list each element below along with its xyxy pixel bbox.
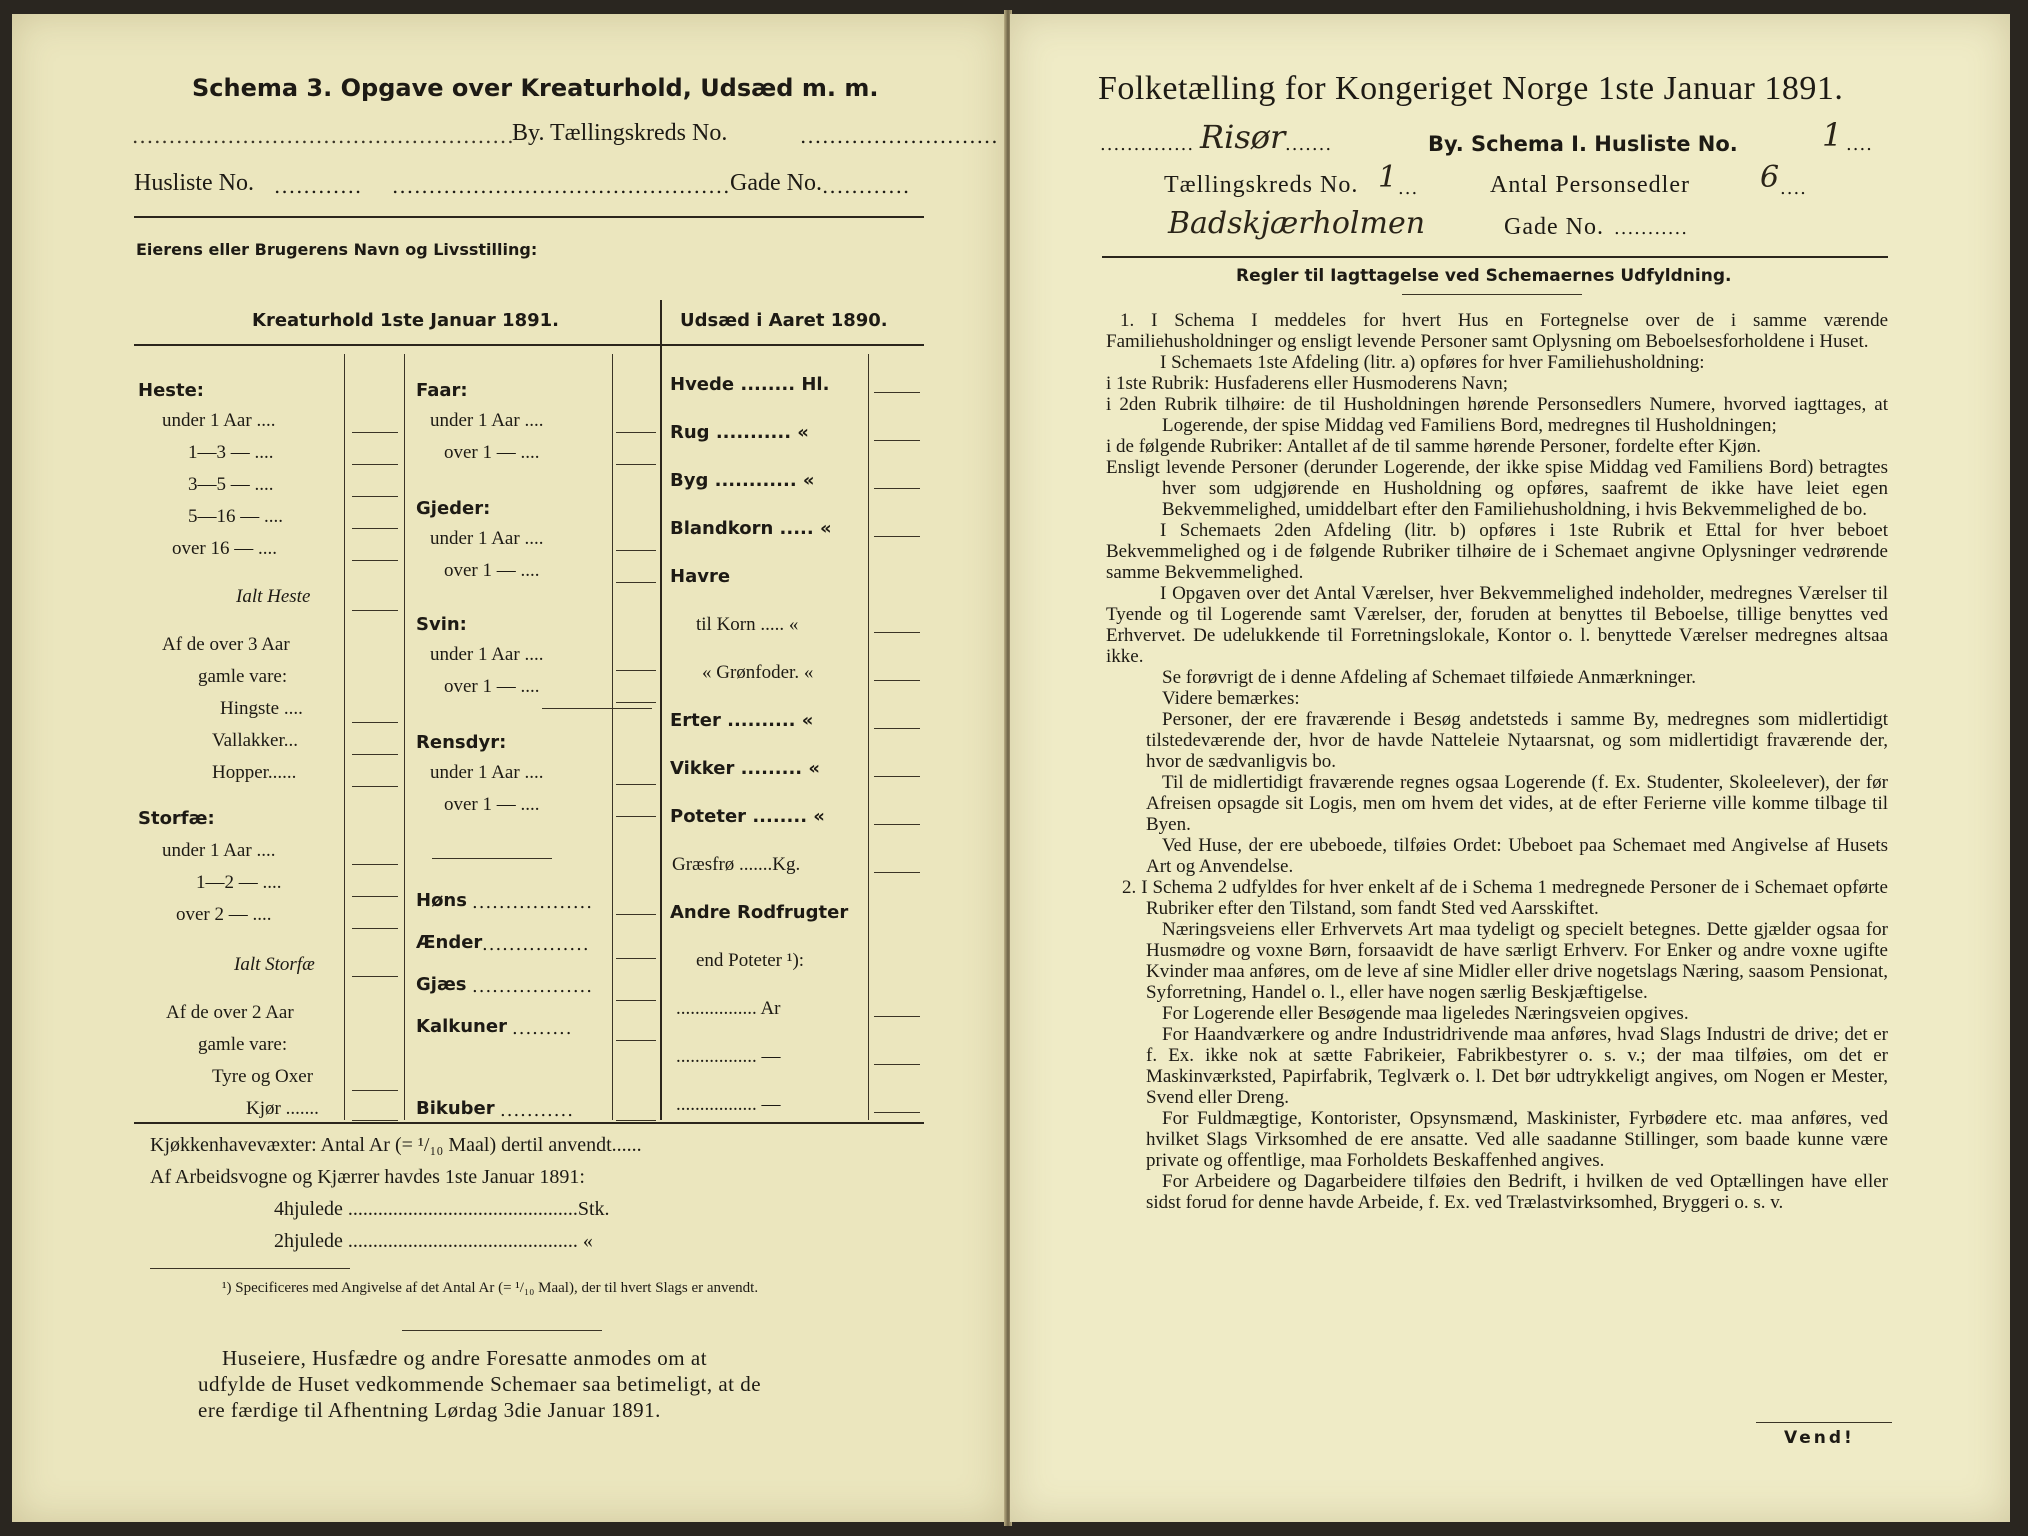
ialt-heste: Ialt Heste [236,586,311,607]
heste-label: Heste: [138,380,204,401]
svin-label: Svin: [416,614,467,635]
antal-hand: 6 [1760,160,1780,195]
husliste-line: Husliste No. [134,170,254,196]
by-label: By. Schema I. Husliste No. [1428,132,1738,156]
kreaturhold-head: Kreaturhold 1ste Januar 1891. [252,310,559,331]
husliste-hand: 1 [1822,116,1843,154]
kreds-hand: 1 [1378,160,1398,195]
antal-label: Antal Personsedler [1490,172,1690,198]
hjul4-line: 4hjulede ..............................................Stk. [274,1198,610,1220]
ialt-storfae: Ialt Storfæ [234,954,315,975]
eier-label: Eierens eller Brugerens Navn og Livsstilling: [136,240,538,259]
footnote: ¹) Specificeres med Angivelse af det Antal Ar (= ¹/₁₀ Maal), der til hvert Slags er anvendt. [222,1280,759,1296]
gade-label-right: Gade No. [1504,214,1604,240]
vend-label: Vend! [1784,1428,1855,1448]
udsaed-head: Udsæd i Aaret 1890. [680,310,888,331]
right-page: Folketælling for Kongeriget Norge 1ste Januar 1891. .............. Risør ....... By. Schema I. Husliste No. 1 .... Tællingskreds No. 1 ... Antal Personsedler 6 .... Badskjærholmen Gade No. ........... Regler til Iagttagelse ved Schemaernes Udfyldning. 1. I Schema I meddeles for hvert Hus en Fortegnelse over de i samme værende Familiehusholdninger og ensligt levende Personer samt Oplysning om Beboelsesforholdene i Huset. I Schemaets 1ste Afdeling (litr. a) opføres for hver Familiehusholdning: i 1ste Rubrik: Husfaderens eller Husmoderens Navn; i 2den Rubrik tilhøire: de til Husholdningen hørende Personsedlers Numere, hvorved iagttages, at Logerende, der spise Middag ved Familiens Bord, medregnes til Husholdningen; i de følgende Rubriker: Antallet af de til samme hørende Personer, fordelte efter Kjøn. Ensligt levende Personer (derunder Logerende, der ikke spise Middag ved Familiens Bord) betragtes hver som udgjørende en Husholdning og opføres, saafremt de ikke have leiet egen Bekvemmelighed, umiddelbart efter den Familiehusholdning, i hvis Bekvemmelighed de bo. I Schemaets 2den Afdeling (litr. b) opføres i 1ste Rubrik et Ettal for hver beboet Bekvemmelighed og i de følgende Rubriker tilhøire de i Schemaet angivne Oplysninger vedrørende samme Bekvemmelighed. I Opgaven over det Antal Værelser, hver Bekvemmelighed indeholder, medregnes Værelser til Tyende og til Logerende samt Værelser, der, foruden at benyttes til Beboelse, tillige benyttes ved Erhvervet. De udelukkende til Forretningslokale, Kontor o. l. benyttede Værelser medregnes altsaa ikke. Se forøvrigt de i denne Afdeling af Schemaet tilføiede Anmærkninger. Videre bemærkes: Personer, der ere fraværende i Besøg andetsteds i samme By, medregnes som midlertidigt tilstedeværende der, hvor de havde Natteleie Nytaarsnat, og som midlertidigt fraværende der, hvor de sædvanligvis bo. Til de midlertidigt fraværende regnes ogsaa Logerende (f. Ex. Studenter, Skoleelever), der før Afreisen opsagde sit Logis, men om hvem det vides, at de efter Ferierne ville komme tilbage til Byen. Ved Huse, der ere ubeboede, tilføies Ordet: Ubeboet paa Schemaet med Angivelse af Husets Art og Anvendelse. 2. I Schema 2 udfyldes for hver enkelt af de i Schema 1 medregnede Personer de i Schemaet opførte Rubriker efter den Tilstand, som fandt Sted ved Aarsskiftet. Næringsveiens eller Erhvervets Art maa tydeligt og specielt betegnes. Dette gjælder ogsaa for Husmødre og voxne Børn, forsaavidt de have særligt Erhverv. For Enker og andre voxne ugifte Kvinder maa anføres, om de leve af sine Midler eller drive nogetslags Næring, saasom Pensionat, Syforretning, Handel o. l., eller have nogen særlig Beskjæftigelse. For Logerende eller Besøgende maa ligeledes Næringsveien opgives. For Haandværkere og andre Industridrivende maa anføres, hvad Slags Industri de drive; det er f. Ex. ikke nok at sætte Fabrikeier, Fabrikbestyrer o. s. v.; der maa tilføies, om det er Maskinværksted, Papirfabrik, Teglværk o. l. Det bør udtrykkeligt angives, om Nogen er Mester, Svend eller Dreng. For Fuldmægtige, Kontorister, Opsynsmænd, Maskinister, Fyrbødere etc. maa anføres, ved hvilket Slags Virksomhed de ere ansatte. Ved alle saadanne Stillinger, som baade kunne være private og offentlige, maa Forholdets Beskaffenhed angives. For Arbeidere og Dagarbeidere tilføies den Bedrift, i hvilken de ved Optællingen have eller sidst forud for denne havde Arbeide, f. Ex. ved Trælastvirksomhed, Bryggeri o. s. v. Vend! [1010,14,2010,1522]
hjul2-line: 2hjulede .............................................. « [274,1230,593,1252]
left-title: Schema 3. Opgave over Kreaturhold, Udsæd m. m. [192,74,879,102]
by-hand: Risør [1200,118,1286,156]
gade-label: Gade No. [730,170,822,196]
rensdyr-label: Rensdyr: [416,732,507,753]
left-page: Schema 3. Opgave over Kreaturhold, Udsæd m. m. .................................................... By. Tællingskreds No. ........................... Husliste No. ............ .............................................. Gade No. ............ Eierens eller Brugerens Navn og Livsstilling: Kreaturhold 1ste Januar 1891. Udsæd i Aaret 1890. Heste: under 1 Aar .... 1—3 — .... 3—5 — .... 5—16 — .... over 16 — .... Ialt Heste Af de over 3 Aar gamle vare: Hingste .... Vallakker... Hopper...... Storfæ: under 1 Aar .... 1—2 — .... over 2 — .... Ialt Storfæ Af de over 2 Aar gamle vare: Tyre og Oxer Kjør ....... Faar: under 1 Aar .... over 1 — .... Gjeder: under 1 Aar .... over 1 — .... Svin: under 1 Aar .... over 1 — .... Rensdyr: under 1 Aar .... over 1 — .... Høns .................. Ænder ................ Gjæs .................. Kalkuner ......... Bikuber ........... Hvede ........ Hl. Rug ........... « Byg ............ « Blandkorn ..... « Havre til Korn ..... « « Grønfoder. « Erter .......... « Vikker ......... « Poteter ........ « Græsfrø .......Kg. Andre Rodfrugter end Poteter ¹): ................. Ar ................. — ................. — Kjøkkenhavevæxter: Antal Ar (= ¹/₁₀ Maal) dertil anvendt...... Af Arbeidsvogne og Kjærrer havdes 1ste Januar 1891: 4hjulede ..............................................Stk. 2hjulede .............................................. « ¹) Specificeres med Angivelse af det Antal Ar (= ¹/₁₀ Maal), der til hvert Slags er anvendt. Huseiere, Husfædre og andre Foresatte anmodes om at udfylde de Huset vedkommende Schemaer saa betimeligt, at de ere færdige til Afhentning Lørdag 3die Januar 1891. [12,14,1004,1522]
arbeid-line: Af Arbeidsvogne og Kjærrer havdes 1ste Januar 1891: [150,1166,585,1188]
regler-head: Regler til Iagttagelse ved Schemaernes Udfyldning. [1236,266,1732,286]
by-line: By. Tællingskreds No. [512,120,728,146]
kreds-label: Tællingskreds No. [1164,172,1359,198]
regler-body: 1. I Schema I meddeles for hvert Hus en Fortegnelse over de i samme værende Familiehusholdninger og ensligt levende Personer samt Oplysning om Beboelsesforholdene i Huset. I Schemaets 1ste Afdeling (litr. a) opføres for hver Familiehusholdning: i 1ste Rubrik: Husfaderens eller Husmoderens Navn; i 2den Rubrik tilhøire: de til Husholdningen hørende Personsedlers Numere, hvorved iagttages, at Logerende, der spise Middag ved Familiens Bord, medregnes til Husholdningen; i de følgende Rubriker: Antallet af de til samme hørende Personer, fordelte efter Kjøn. Ensligt levende Personer (derunder Logerende, der ikke spise Middag ved Familiens Bord) betragtes hver som udgjørende en Husholdning og opføres, saafremt de ikke have leiet egen Bekvemmelighed, umiddelbart efter den Familiehusholdning, i hvis Bekvemmelighed de bo. I Schemaets 2den Afdeling (litr. b) opføres i 1ste Rubrik et Ettal for hver beboet Bekvemmelighed og i de følgende Rubriker tilhøire de i Schemaet angivne Oplysninger vedrørende samme Bekvemmelighed. I Opgaven over det Antal Værelser, hver Bekvemmelighed indeholder, medregnes Værelser til Tyende og til Logerende samt Værelser, der, foruden at benyttes til Beboelse, tillige benyttes ved Erhvervet. De udelukkende til Forretningslokale, Kontor o. l. benyttede Værelser medregnes altsaa ikke. Se forøvrigt de i denne Afdeling af Schemaet tilføiede Anmærkninger. Videre bemærkes: Personer, der ere fraværende i Besøg andetsteds i samme By, medregnes som midlertidigt tilstedeværende der, hvor de havde Natteleie Nytaarsnat, og som midlertidigt fraværende der, hvor de sædvanligvis bo. Til de midlertidigt fraværende regnes ogsaa Logerende (f. Ex. Studenter, Skoleelever), der før Afreisen opsagde sit Logis, men om hvem det vides, at de efter Ferierne ville komme tilbage til Byen. Ved Huse, der ere ubeboede, tilføies Ordet: Ubeboet paa Schemaet med Angivelse af Husets Art og Anvendelse. 2. I Schema 2 udfyldes for hver enkelt af de i Schema 1 medregnede Personer de i Schemaet opførte Rubriker efter den Tilstand, som fandt Sted ved Aarsskiftet. Næringsveiens eller Erhvervets Art maa tydeligt og specielt betegnes. Dette gjælder ogsaa for Husmødre og voxne Børn, forsaavidt de have særligt Erhverv. For Enker og andre voxne ugifte Kvinder maa anføres, om de leve af sine Midler eller drive nogetslags Næring, saasom Pensionat, Syforretning, Handel o. l., eller have nogen særlig Beskjæftigelse. For Logerende eller Besøgende maa ligeledes Næringsveien opgives. For Haandværkere og andre Industridrivende maa anføres, hvad Slags Industri de drive; det er f. Ex. ikke nok at sætte Fabrikeier, Fabrikbestyrer o. s. v.; der maa tilføies, om det er Maskinværksted, Papirfabrik, Teglværk o. l. Det bør udtrykkeligt angives, om Nogen er Mester, Svend eller Dreng. For Fuldmægtige, Kontorister, Opsynsmænd, Maskinister, Fyrbødere etc. maa anføres, ved hvilket Slags Virksomhed de ere ansatte. Ved alle saadanne Stillinger, som baade kunne være private og offentlige, maa Forholdets Beskaffenhed angives. For Arbeidere og Dagarbeidere tilføies den Bedrift, i hvilken de ved Optællingen have eller sidst forud for denne havde Arbeide, f. Ex. ved Trælastvirksomhed, Bryggeri o. s. v. [1106,310,1888,1213]
faar-label: Faar: [416,380,468,401]
gade-hand: Badskjærholmen [1168,206,1426,241]
storfae-label: Storfæ: [138,808,215,829]
kjokken-line: Kjøkkenhavevæxter: Antal Ar (= ¹/₁₀ Maal) dertil anvendt...... [150,1134,642,1156]
right-title: Folketælling for Kongeriget Norge 1ste Januar 1891. [1098,70,1844,107]
gjeder-label: Gjeder: [416,498,491,519]
